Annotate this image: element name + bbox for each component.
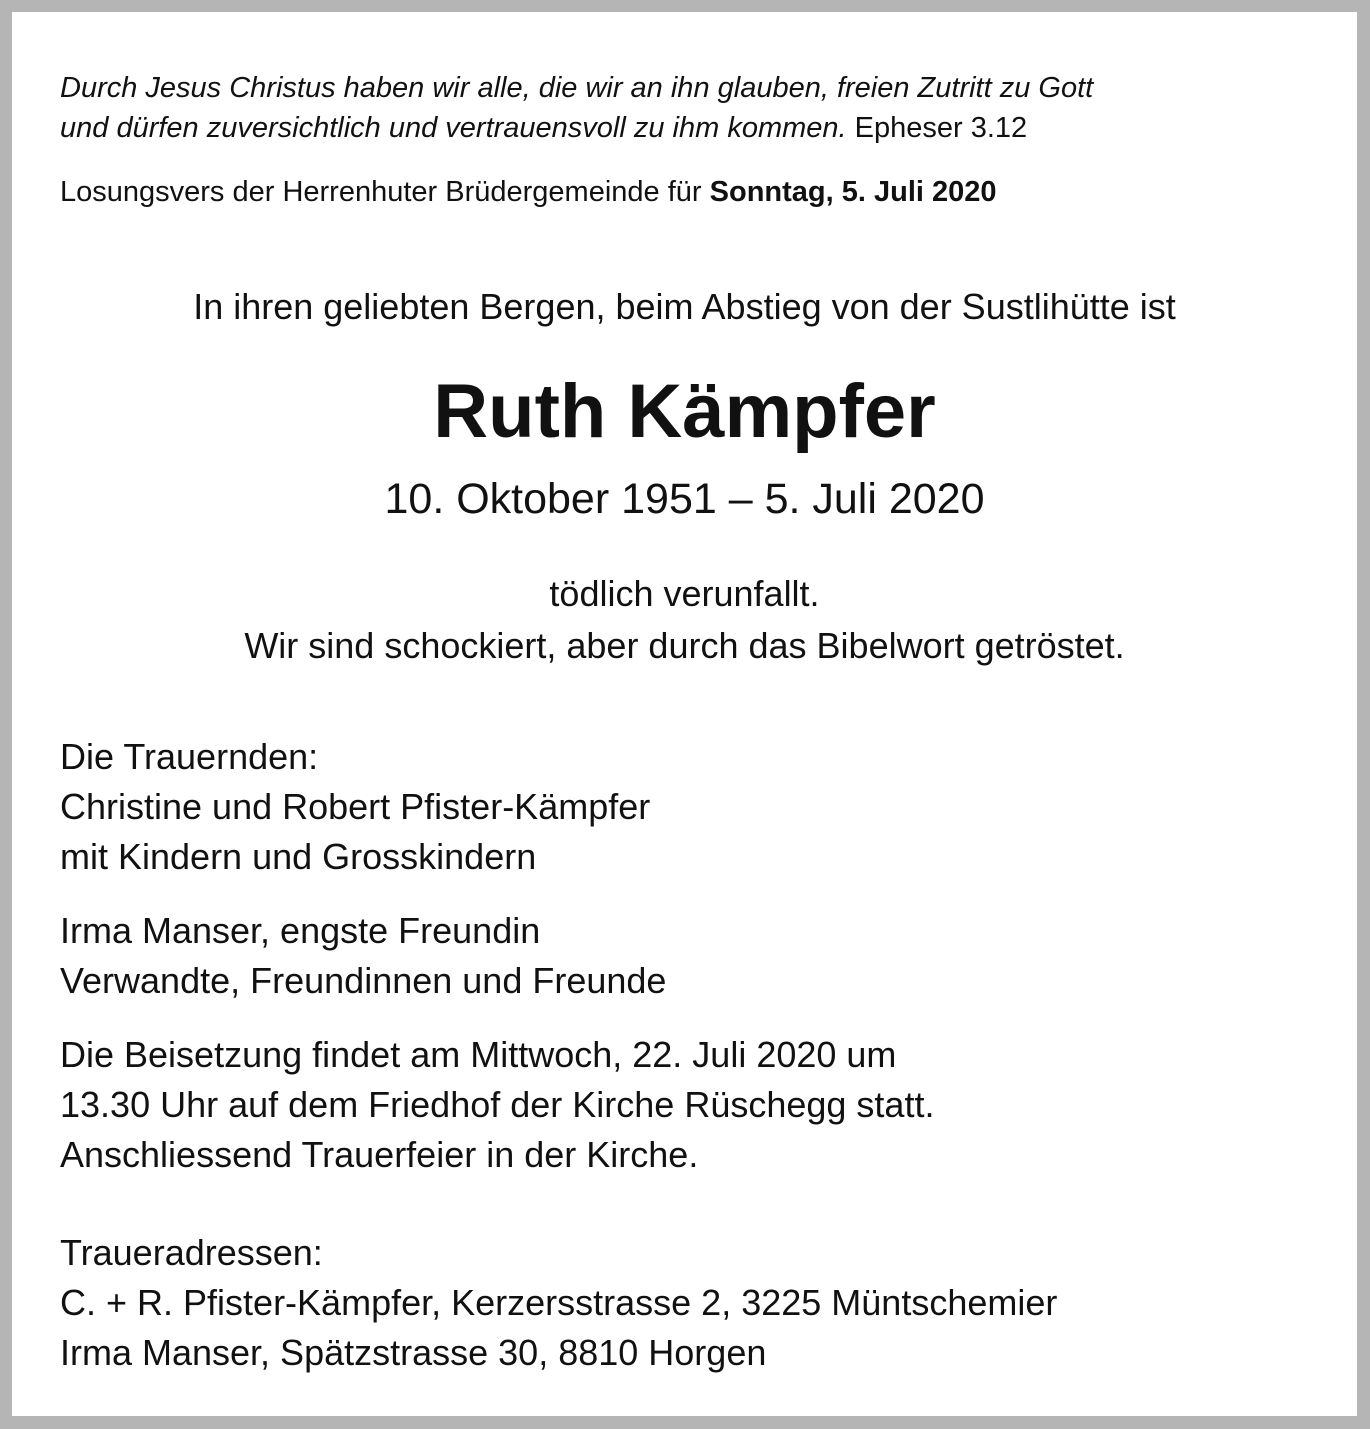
addresses-heading: Traueradressen:	[60, 1232, 323, 1273]
friends-list	[60, 906, 666, 1006]
losung-note	[60, 172, 997, 212]
address-line-2: Irma Manser, Spätzstrasse 30, 8810 Horgen	[60, 1332, 767, 1373]
verse-line-1: Durch Jesus Christus haben wir alle, die wir an ihn glauben, freien Zutritt zu Gott	[60, 72, 1094, 104]
life-dates: 10. Oktober 1951 – 5. Juli 2020	[384, 475, 985, 523]
accident-line-2: Wir sind schockiert, aber durch das Bibelwort getröstet.	[244, 625, 1125, 666]
deceased-name: Ruth Kämpfer	[433, 369, 936, 454]
accident-notice	[12, 568, 1357, 672]
bible-verse	[60, 68, 1300, 148]
accident-line-1: tödlich verunfallt.	[549, 573, 820, 614]
losung-prefix: Losungsvers der Herrenhuter Brüdergemeinde für	[60, 176, 702, 208]
verse-reference: Epheser 3.12	[854, 112, 1028, 144]
losung-date: Sonntag, 5. Juli 2020	[709, 176, 997, 208]
mourners-heading: Die Trauernden:	[60, 736, 319, 777]
mourning-addresses	[60, 1228, 1057, 1378]
mourners-list	[60, 732, 650, 882]
mourner-line-3: Irma Manser, engste Freundin	[60, 910, 541, 951]
address-line-1: C. + R. Pfister-Kämpfer, Kerzersstrasse 2, 3225 Müntschemier	[60, 1282, 1058, 1323]
burial-info	[60, 1030, 934, 1180]
burial-line-3: Anschliessend Trauerfeier in der Kirche.	[60, 1134, 699, 1175]
mourner-line-2: mit Kindern und Grosskindern	[60, 836, 537, 877]
mourner-line-1: Christine und Robert Pfister-Kämpfer	[60, 786, 651, 827]
obituary-page	[12, 12, 1357, 1416]
mourner-line-4: Verwandte, Freundinnen und Freunde	[60, 960, 667, 1001]
verse-line-2	[60, 108, 1300, 148]
burial-line-1: Die Beisetzung findet am Mittwoch, 22. Juli 2020 um	[60, 1034, 897, 1075]
intro-line: In ihren geliebten Bergen, beim Abstieg von der Sustlihütte ist	[193, 286, 1176, 327]
burial-line-2: 13.30 Uhr auf dem Friedhof der Kirche Rüschegg statt.	[60, 1084, 935, 1125]
verse-line-2-text: und dürfen zuversichtlich und vertrauensvoll zu ihm kommen.	[60, 112, 847, 144]
